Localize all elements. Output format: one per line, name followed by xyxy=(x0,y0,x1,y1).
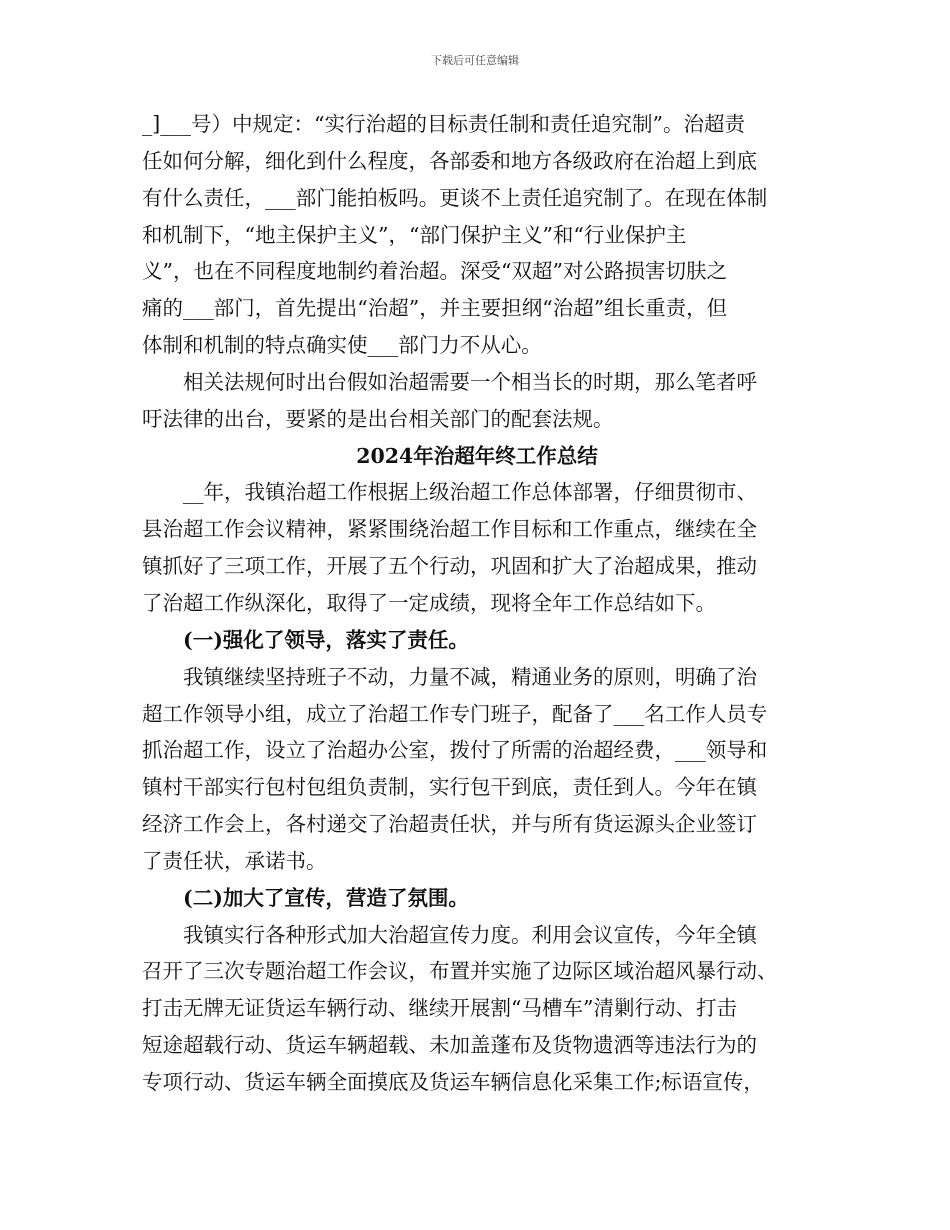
document-body xyxy=(142,106,812,1101)
body-line: 经济工作会上，各村递交了治超责任状，并与所有货运源头企业签订 xyxy=(142,812,757,837)
body-line: 我镇继续坚持班子不动，力量不减，精通业务的原则，明确了治 xyxy=(183,664,757,689)
body-line: 义”，也在不同程度地制约着治超。深受“双超”对公路损害切肤之 xyxy=(142,259,727,284)
body-line: 镇村干部实行包村包组负责制，实行包干到底，责任到人。今年在镇 xyxy=(142,775,757,800)
body-line: _]___号）中规定：“实行治超的目标责任制和责任追究制”。治超责 xyxy=(142,112,745,136)
body-line: __年，我镇治超工作根据上级治超工作总体部署，仔细贯彻市、 xyxy=(183,480,757,505)
body-line: 吁法律的出台，要紧的是出台相关部门的配套法规。 xyxy=(142,406,614,431)
body-line: 了责任状，承诺书。 xyxy=(142,848,327,873)
body-line: 召开了三次专题治超工作会议，布置并实施了边际区域治超风暴行动、 xyxy=(142,959,778,984)
body-line: 超工作领导小组，成立了治超工作专门班子，配备了___名工作人员专 xyxy=(142,701,768,726)
body-line: 体制和机制的特点确实使___部门力不从心。 xyxy=(142,333,542,358)
subheading-2: (二)加大了宣传，营造了氛围。 xyxy=(183,885,469,910)
body-line: 和机制下，“地主保护主义”，“部门保护主义”和“行业保护主 xyxy=(142,222,687,247)
body-line: 抓治超工作，设立了治超办公室，拨付了所需的治超经费，___领导和 xyxy=(142,738,768,763)
body-line: 了治超工作纵深化，取得了一定成绩，现将全年工作总结如下。 xyxy=(142,590,716,615)
body-line: 打击无牌无证货运车辆行动、继续开展割“马槽车”清剿行动、打击 xyxy=(142,996,737,1021)
body-line: 我镇实行各种形式加大治超宣传力度。利用会议宣传，今年全镇 xyxy=(183,922,757,947)
body-line: 痛的___部门，首先提出“治超”，并主要担纲“治超”组长重责，但 xyxy=(142,296,728,321)
page-header-note: 下载后可任意编辑 xyxy=(431,54,519,67)
body-line: 任如何分解，细化到什么程度，各部委和地方各级政府在治超上到底 xyxy=(142,148,757,173)
subheading-1: (一)强化了领导，落实了责任。 xyxy=(183,627,469,652)
body-line: 县治超工作会议精神，紧紧围绕治超工作目标和工作重点，继续在全 xyxy=(142,517,757,542)
body-line: 相关法规何时出台假如治超需要一个相当长的时期，那么笔者呼 xyxy=(183,369,757,394)
body-line: 有什么责任，___部门能拍板吗。更谈不上责任追究制了。在现在体制 xyxy=(142,185,768,210)
body-line: 专项行动、货运车辆全面摸底及货运车辆信息化采集工作;标语宣传， xyxy=(142,1069,764,1094)
body-line: 镇抓好了三项工作，开展了五个行动，巩固和扩大了治超成果，推动 xyxy=(142,554,757,579)
body-line: 短途超载行动、货运车辆超载、未加盖蓬布及货物遗洒等违法行为的 xyxy=(142,1033,757,1058)
section-title: 2024年治超年终工作总结 xyxy=(356,443,598,468)
